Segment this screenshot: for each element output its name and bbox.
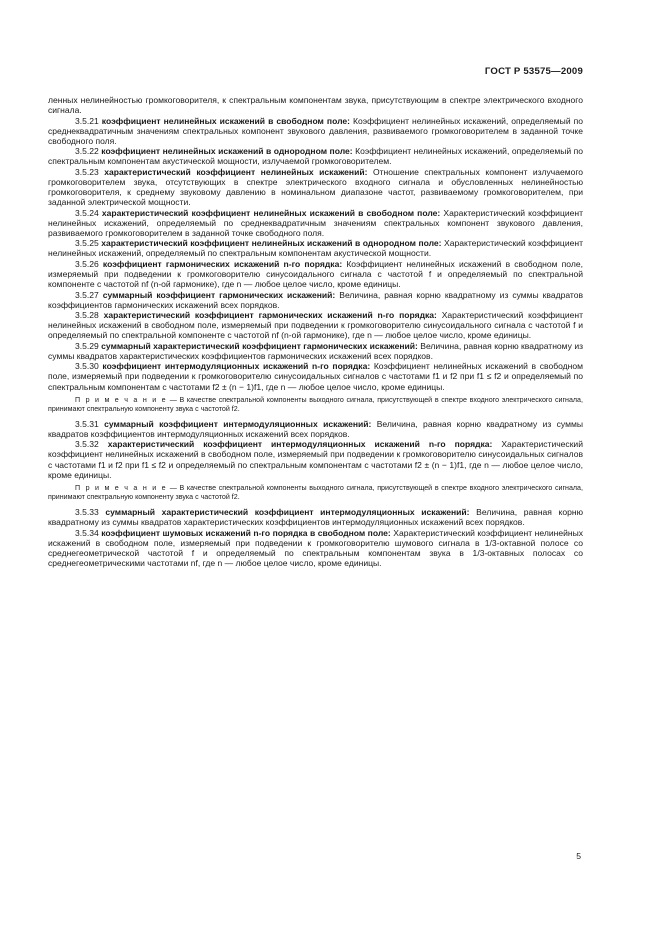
note-label: П р и м е ч а н и е xyxy=(75,395,168,404)
document-body xyxy=(48,95,583,568)
term-title: характеристический коэффициент гармонических искажений n-го порядка: xyxy=(103,310,437,321)
term-title: суммарный коэффициент гармонических искажений: xyxy=(102,289,336,300)
term-number: 3.5.34 xyxy=(75,527,99,538)
term-number: 3.5.28 xyxy=(75,310,99,321)
term-number: 3.5.21 xyxy=(75,115,99,126)
term-3-5-26 xyxy=(48,259,583,289)
term-3-5-22 xyxy=(48,146,583,166)
term-3-5-23 xyxy=(48,167,583,207)
term-title: коэффициент гармонических искажений n-го порядка: xyxy=(102,258,343,269)
term-number: 3.5.30 xyxy=(75,361,99,372)
term-3-5-34 xyxy=(48,528,583,568)
term-3-5-25 xyxy=(48,238,583,258)
document-header: ГОСТ Р 53575—2009 xyxy=(484,66,583,77)
term-definition: Коэффициент нелинейных искажений в свободном поле, измеряемый при подведении к громкоговорителю синусоидальных сигналов с частотами f1 и f2 при f1 ≤ f2 и определяемый по спектральным компонентам с частотами f2 ± (n − 1)f1, где n — любое целое число, кроме единицы. xyxy=(48,361,583,392)
note-text: — В качестве спектральной компоненты выходного сигнала, присутствующей в спектре входного электрического сигнала, принимают спектральную компоненту звука с частотой f2. xyxy=(48,395,583,414)
term-title: коэффициент нелинейных искажений в однородном поле: xyxy=(101,146,353,157)
term-number: 3.5.22 xyxy=(75,146,99,157)
term-title: суммарный коэффициент интермодуляционных искажений: xyxy=(104,418,372,429)
term-definition: Отношение спектральных компонент излучаемого громкоговорителем звука, отсутствующих в спектре электрического входного сигнала и обусловленных нелинейностью громкоговорителя, к среднему звуковому давлению в номинальном диапазоне частот, развиваемому громкоговорителем, при заданной электрической мощности. xyxy=(48,166,584,208)
term-title: суммарный характеристический коэффициент гармонических искажений: xyxy=(101,340,418,351)
term-number: 3.5.24 xyxy=(75,207,99,218)
note-label: П р и м е ч а н и е xyxy=(75,483,168,492)
term-3-5-24 xyxy=(48,208,583,238)
term-3-5-33 xyxy=(48,507,583,527)
term-definition: Величина, равная корню квадратному из суммы квадратов коэффициентов интермодуляционных искажений всех порядков. xyxy=(48,418,584,439)
term-definition: Коэффициент нелинейных искажений, определяемый по спектральным компонентам акустической мощности, излучаемой громкоговорителем. xyxy=(48,146,584,167)
term-title: характеристический коэффициент нелинейных искажений: xyxy=(104,166,368,177)
term-3-5-30 xyxy=(48,361,583,391)
term-3-5-27 xyxy=(48,290,583,310)
term-title: характеристический коэффициент нелинейных искажений в свободном поле: xyxy=(101,207,441,218)
term-title: характеристический коэффициент интермодуляционных искажений n-го порядка: xyxy=(107,439,493,450)
term-number: 3.5.29 xyxy=(75,340,99,351)
term-definition: Величина, равная корню квадратному из суммы квадратов коэффициентов гармонических искажений всех порядков. xyxy=(48,289,584,310)
term-number: 3.5.26 xyxy=(75,258,99,269)
term-number: 3.5.25 xyxy=(75,238,99,249)
term-definition: Величина, равная корню квадратному из суммы квадратов характеристических коэффициентов интермодуляционных искажений всех порядков. xyxy=(48,506,584,528)
term-3-5-32 xyxy=(48,439,583,479)
term-3-5-21 xyxy=(48,116,583,146)
term-number: 3.5.23 xyxy=(75,166,99,177)
term-title: коэффициент нелинейных искажений в свободном поле: xyxy=(101,115,350,126)
term-number: 3.5.27 xyxy=(75,289,99,300)
page-number: 5 xyxy=(576,851,581,861)
term-3-5-31 xyxy=(48,419,583,439)
term-number: 3.5.31 xyxy=(75,418,99,429)
term-definition: Характеристический коэффициент нелинейных искажений в свободном поле, измеряемый при подведении к громкоговорителю шумового сигнала в 1/3-октавной полосе со среднегеометрической частотой f и определяемый по спектральным компонентам звука в 1/3-октавных полосах со среднегеометрическими частотами nf, где n — любое целое число, кроме единицы. xyxy=(48,527,583,568)
term-definition: Характеристический коэффициент нелинейных искажений, определяемый по спектральным компонентам акустической мощности. xyxy=(48,238,583,259)
term-definition: Характеристический коэффициент нелинейных искажений в свободном поле, измеряемый при подведении к громкоговорителю синусоидальных сигналов с частотами f1 и f2 при f1 ≤ f2 и определяемый по спектральным компонентам с частотами f2 ± (n − 1)f1, где n — любое целое число, кроме единицы. xyxy=(48,439,583,480)
term-3-5-29 xyxy=(48,341,583,361)
term-definition: Характеристический коэффициент нелинейных искажений, определяемый по среднеквадратичным значениям спектральных компонент звукового давления, развиваемого громкоговорителем в заданной точке свободного поля. xyxy=(48,207,584,238)
term-definition: Величина, равная корню квадратному из суммы квадратов характеристических коэффициентов гармонических искажений всех порядков. xyxy=(48,340,584,361)
term-title: суммарный характеристический коэффициент интермодуляционных искажений: xyxy=(105,506,470,517)
note-2 xyxy=(48,484,583,503)
term-title: коэффициент шумовых искажений n-го порядка в свободном поле: xyxy=(101,527,391,538)
term-definition: Характеристический коэффициент нелинейных искажений в свободном поле, измеряемый при подведении к громкоговорителю синусоидального сигнала с частотой f и определяемый по спектральной компоненте с частотой nf (n-ой гармонике), где n — любое целое число, кроме единицы. xyxy=(48,310,583,341)
paragraph-continuation: ленных нелинейностью громкоговорителя, к спектральным компонентам звука, присутствующим в спектре электрического входного сигнала. xyxy=(48,95,583,116)
term-number: 3.5.32 xyxy=(75,439,99,450)
term-3-5-28 xyxy=(48,310,583,340)
note-1 xyxy=(48,396,583,415)
term-title: характеристический коэффициент нелинейных искажений в однородном поле: xyxy=(101,238,442,249)
term-title: коэффициент интермодуляционных искажений n-го порядка: xyxy=(102,361,371,372)
term-number: 3.5.33 xyxy=(75,506,99,517)
term-definition: Коэффициент нелинейных искажений в свободном поле, измеряемый при подведении к громкоговорителю синусоидального сигнала с частотой f и определяемый по спектральной компоненте с частотой nf (n-ой гармонике), где n — любое целое число, кроме единицы. xyxy=(48,258,583,290)
note-text: — В качестве спектральной компоненты выходного сигнала, присутствующей в спектре входного электрического сигнала, принимают спектральную компоненту звука с частотой f2. xyxy=(48,483,583,502)
term-definition: Коэффициент нелинейных искажений, определяемый по среднеквадратичным значениям спектральных компонент звукового давления, развиваемого громкоговорителем в заданной точке свободного поля. xyxy=(48,115,583,146)
